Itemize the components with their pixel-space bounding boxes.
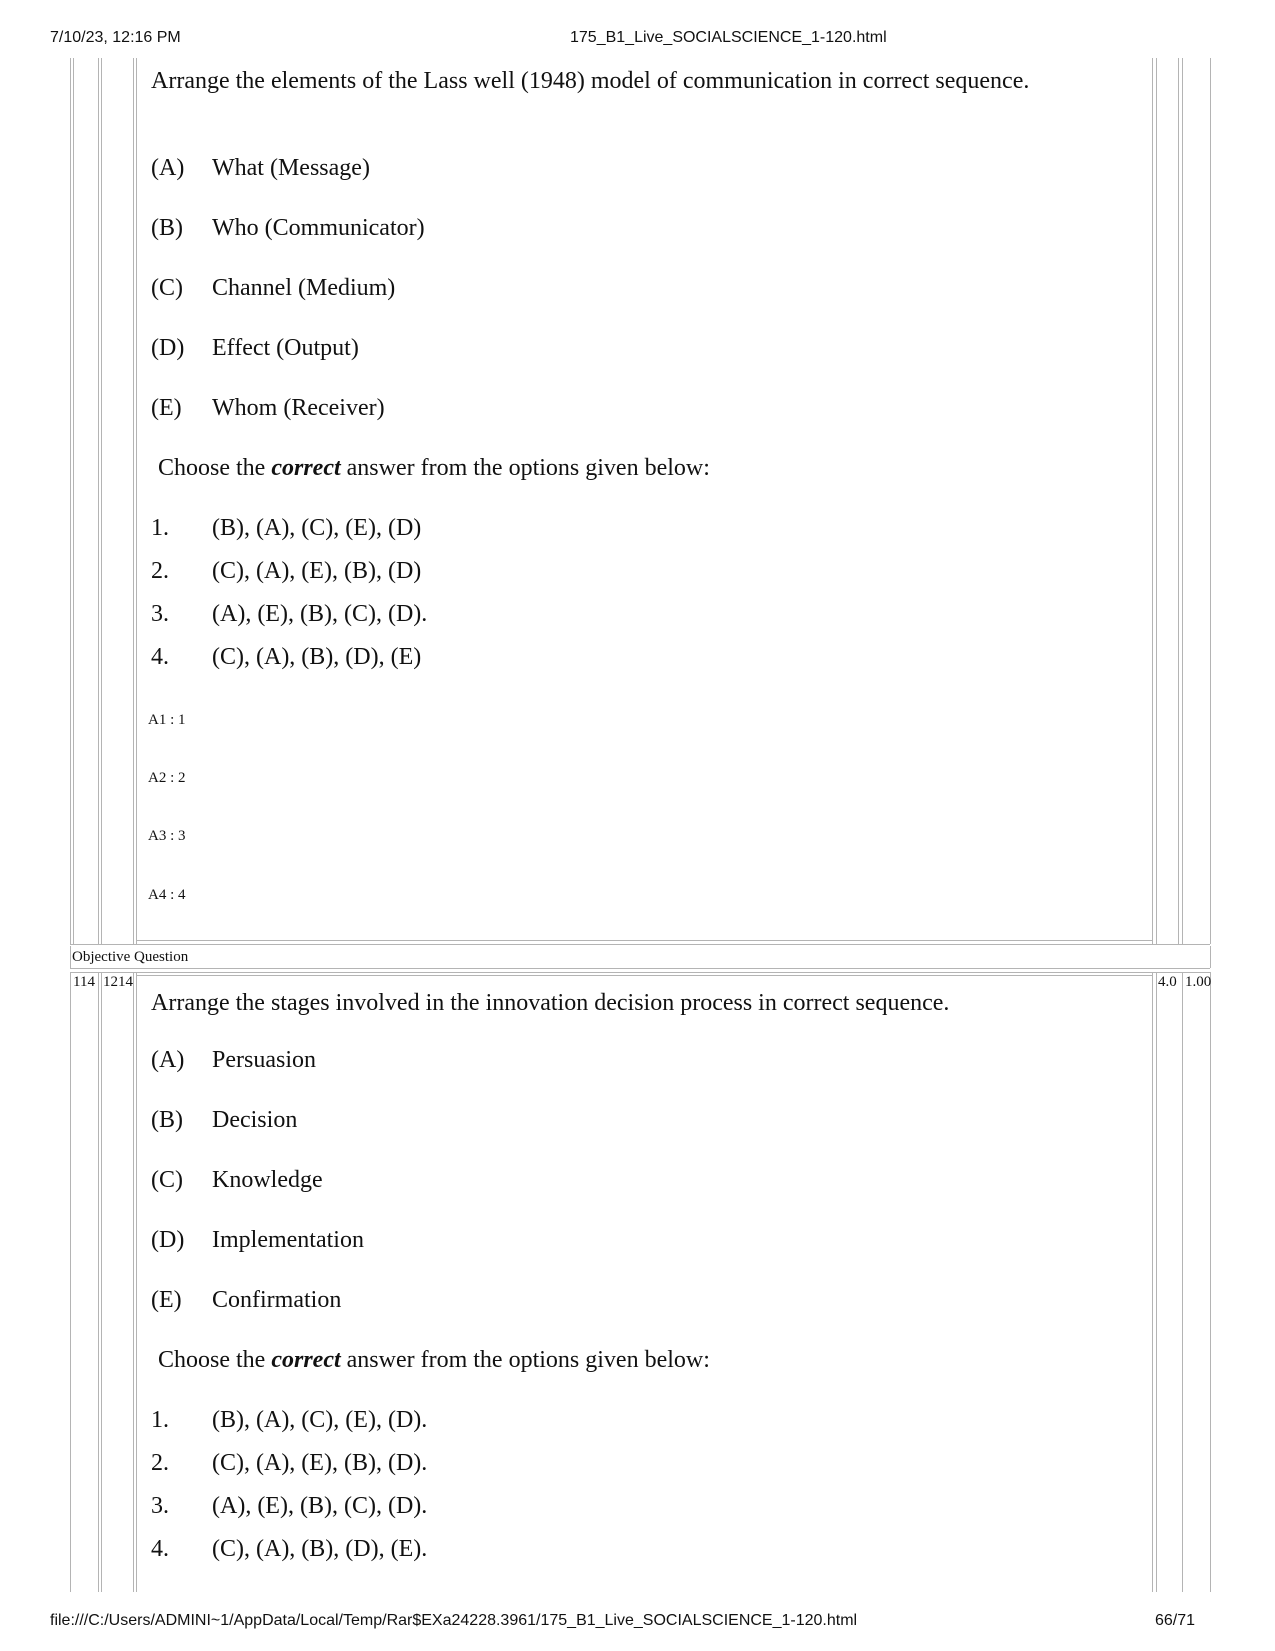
option-text: (B), (A), (C), (E), (D) bbox=[212, 515, 422, 541]
item-label: (A) bbox=[151, 155, 185, 181]
print-file-path: file:///C:/Users/ADMINI~1/AppData/Local/Temp/Rar$EXa24228.3961/175_B1_Live_SOCIALSCIENCE_1-120.html bbox=[50, 1612, 858, 1629]
item-label: (C) bbox=[151, 1167, 183, 1193]
item-text: Whom (Receiver) bbox=[212, 395, 385, 421]
choose-instruction: Choose the correct answer from the options given below: bbox=[158, 455, 710, 481]
option-number: 1. bbox=[151, 515, 169, 541]
item-label: (C) bbox=[151, 275, 183, 301]
page-indicator: 66/71 bbox=[1154, 1612, 1195, 1629]
item-text: Confirmation bbox=[212, 1287, 342, 1313]
option-text: (C), (A), (E), (B), (D) bbox=[212, 558, 422, 584]
question-id: 1214 bbox=[103, 974, 133, 990]
item-text: Implementation bbox=[212, 1227, 364, 1253]
choose-instruction: Choose the correct answer from the options given below: bbox=[158, 1347, 710, 1373]
option-number: 4. bbox=[151, 644, 169, 670]
option-text: (C), (A), (E), (B), (D). bbox=[212, 1450, 428, 1476]
emphasis-correct: correct bbox=[271, 455, 341, 481]
question-negative-marks: 1.00 bbox=[1185, 974, 1212, 990]
option-number: 2. bbox=[151, 558, 169, 584]
answer-key: A3 : 3 bbox=[148, 828, 186, 844]
question-serial: 114 bbox=[73, 974, 95, 990]
item-text: Decision bbox=[212, 1107, 298, 1133]
answer-key: A1 : 1 bbox=[148, 712, 186, 728]
item-text: Knowledge bbox=[212, 1167, 323, 1193]
print-document-title: 175_B1_Live_SOCIALSCIENCE_1-120.html bbox=[570, 29, 887, 46]
item-label: (E) bbox=[151, 395, 182, 421]
print-footer bbox=[0, 1612, 1275, 1634]
question-stem: Arrange the elements of the Lass well (1948) model of communication in correct sequence. bbox=[151, 68, 1030, 94]
item-text: What (Message) bbox=[212, 155, 370, 181]
item-text: Persuasion bbox=[212, 1047, 316, 1073]
item-text: Who (Communicator) bbox=[212, 215, 425, 241]
question-marks: 4.0 bbox=[1158, 974, 1177, 990]
option-number: 3. bbox=[151, 1493, 169, 1519]
emphasis-correct: correct bbox=[271, 1347, 341, 1373]
option-number: 4. bbox=[151, 1536, 169, 1562]
item-text: Channel (Medium) bbox=[212, 275, 396, 301]
option-text: (B), (A), (C), (E), (D). bbox=[212, 1407, 428, 1433]
print-datetime: 7/10/23, 12:16 PM bbox=[50, 29, 181, 46]
option-text: (A), (E), (B), (C), (D). bbox=[212, 601, 428, 627]
answer-key: A2 : 2 bbox=[148, 770, 186, 786]
item-label: (E) bbox=[151, 1287, 182, 1313]
item-label: (D) bbox=[151, 335, 185, 361]
option-text: (C), (A), (B), (D), (E) bbox=[212, 644, 422, 670]
item-label: (B) bbox=[151, 1107, 183, 1133]
item-label: (A) bbox=[151, 1047, 185, 1073]
print-header bbox=[0, 29, 1275, 51]
option-number: 1. bbox=[151, 1407, 169, 1433]
question-stem: Arrange the stages involved in the innovation decision process in correct sequence. bbox=[151, 990, 950, 1016]
question-type-label: Objective Question bbox=[72, 949, 189, 965]
option-text: (A), (E), (B), (C), (D). bbox=[212, 1493, 428, 1519]
option-number: 2. bbox=[151, 1450, 169, 1476]
answer-key: A4 : 4 bbox=[148, 887, 186, 903]
item-label: (B) bbox=[151, 215, 183, 241]
item-text: Effect (Output) bbox=[212, 335, 359, 361]
option-text: (C), (A), (B), (D), (E). bbox=[212, 1536, 428, 1562]
item-label: (D) bbox=[151, 1227, 185, 1253]
option-number: 3. bbox=[151, 601, 169, 627]
